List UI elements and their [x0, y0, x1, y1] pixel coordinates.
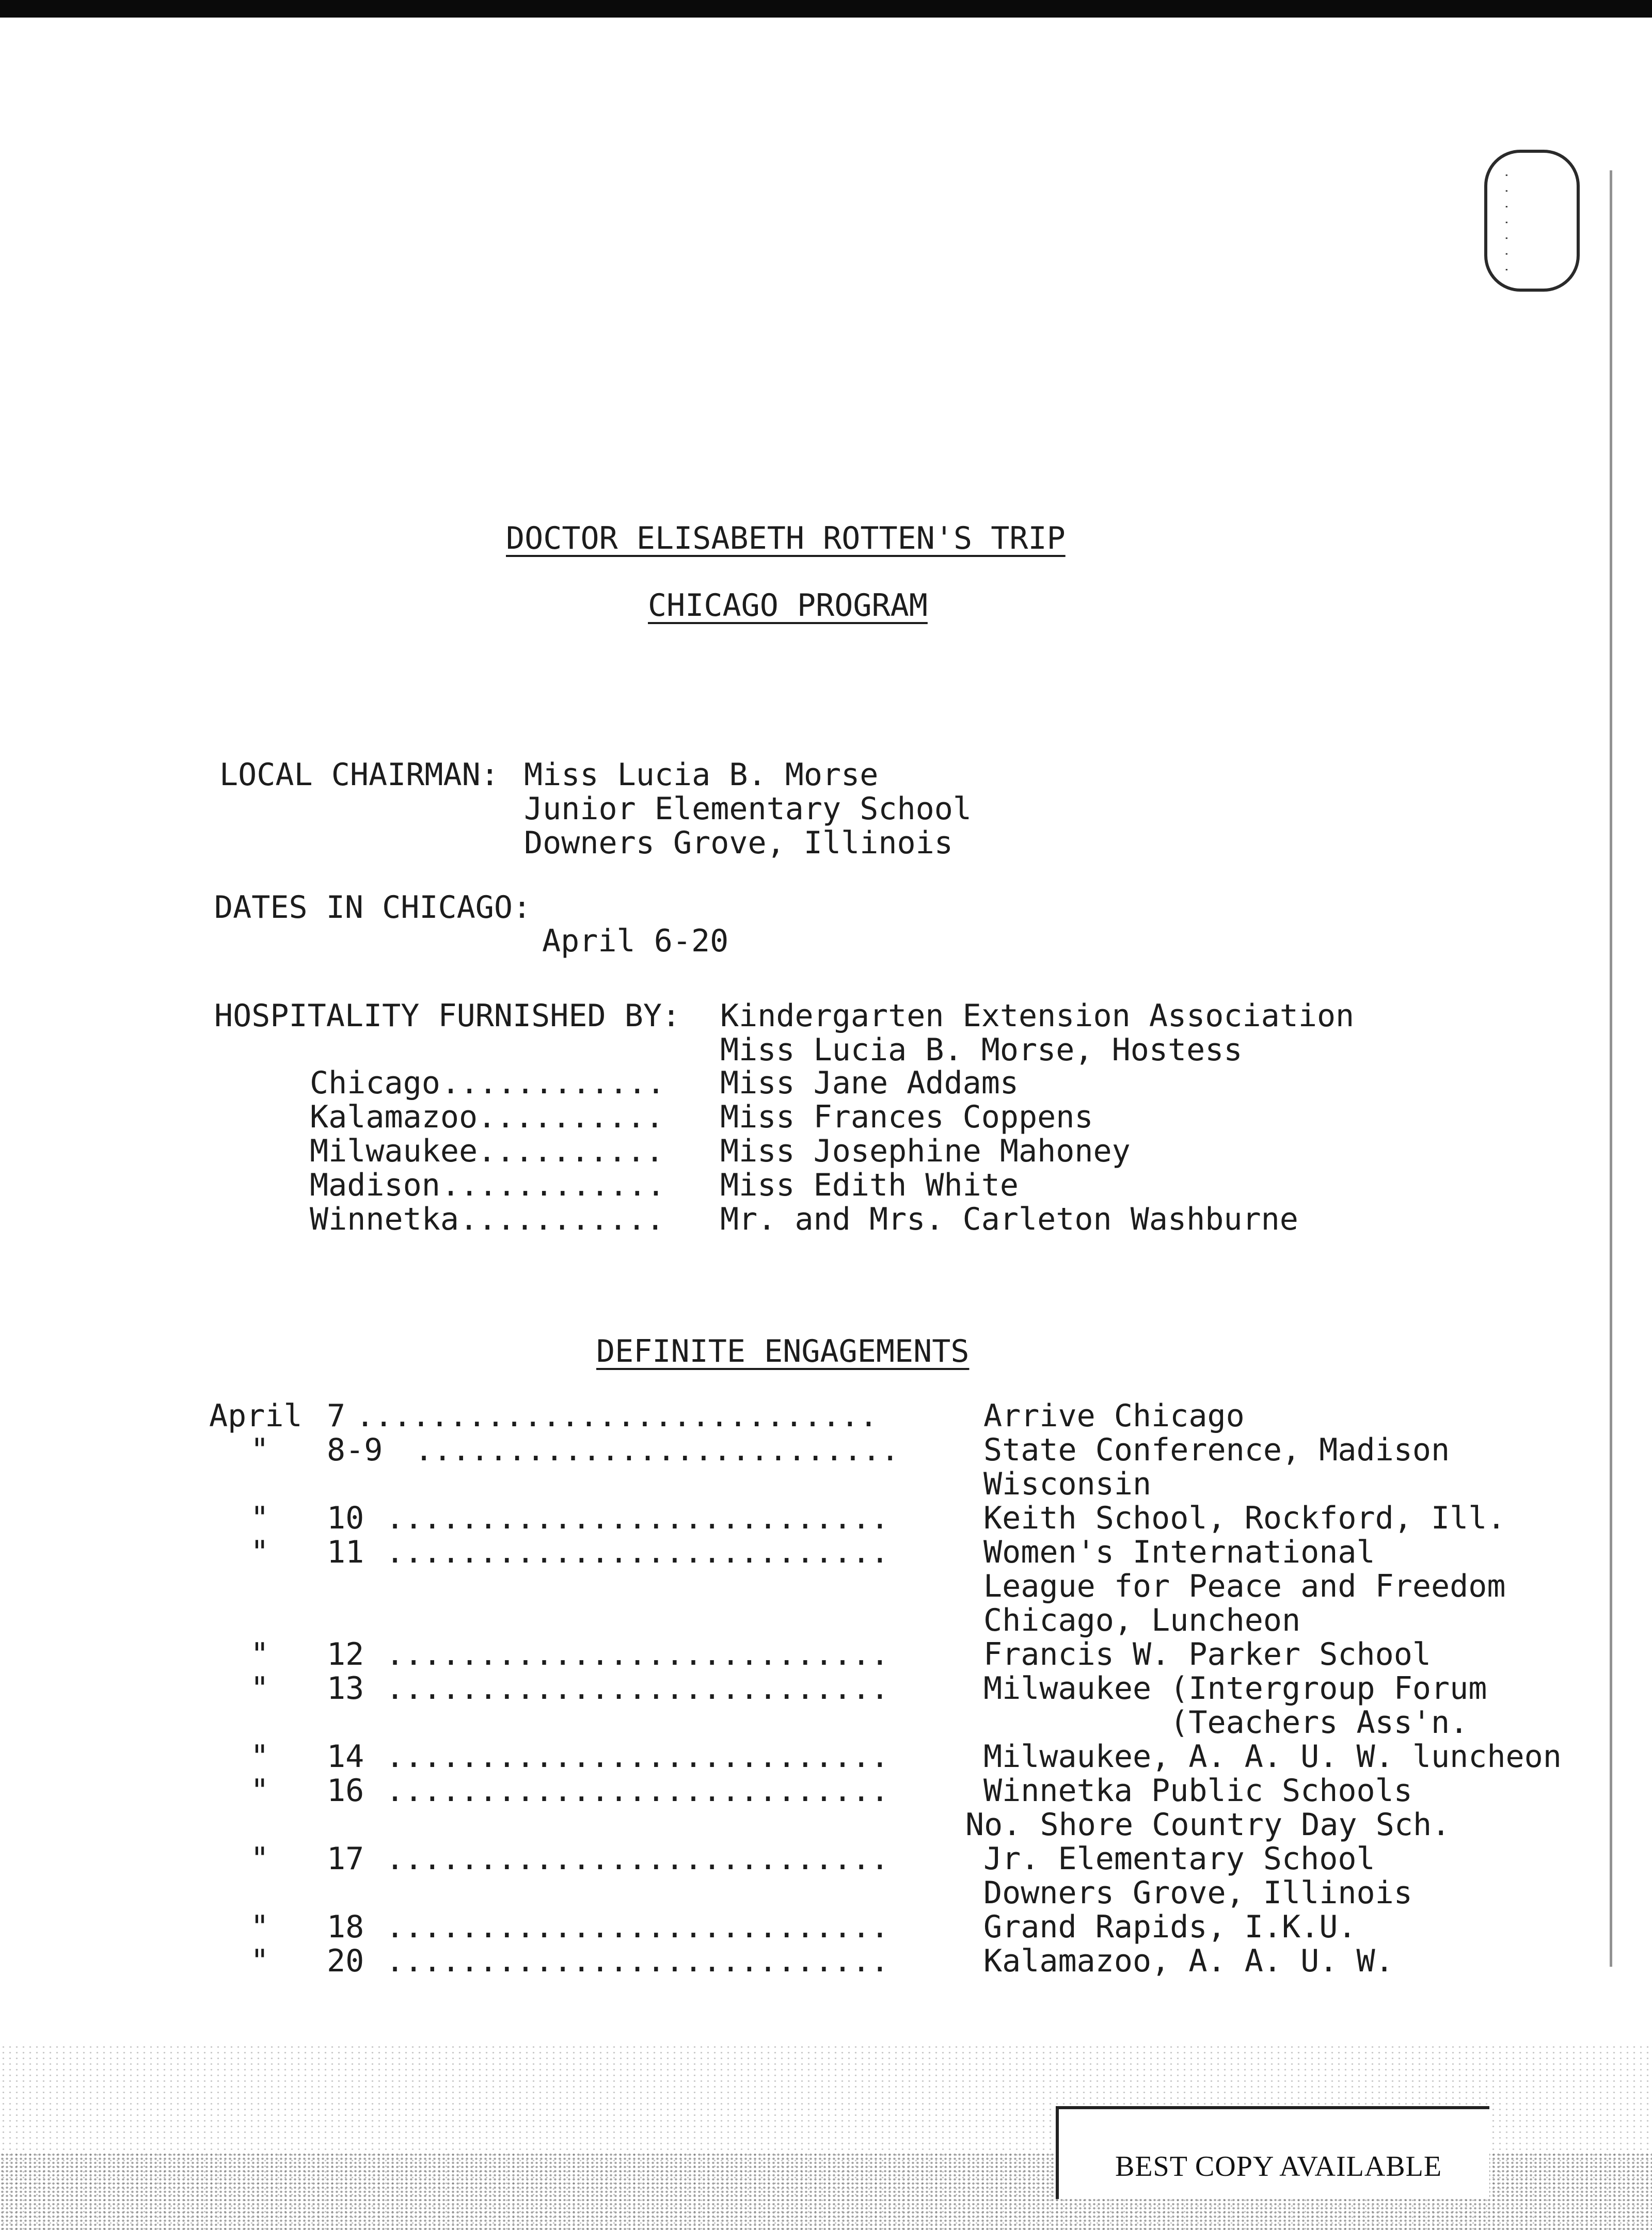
engagement-event: (Teachers Ass'n.	[983, 1705, 1469, 1741]
engagement-day: 17	[327, 1841, 364, 1877]
engagement-event: No. Shore Country Day Sch.	[965, 1807, 1451, 1843]
engagement-event: Keith School, Rockford, Ill.	[983, 1500, 1506, 1536]
engagement-day: 12	[327, 1636, 364, 1672]
engagement-row	[209, 1535, 1603, 1569]
engagement-day: 11	[327, 1534, 364, 1570]
document-title: DOCTOR ELISABETH ROTTEN'S TRIP	[506, 520, 1066, 556]
engagement-day: 10	[327, 1500, 364, 1536]
engagement-leader-dots: ...........................	[386, 1670, 889, 1707]
engagement-row	[209, 1637, 1603, 1671]
engagement-event: Grand Rapids, I.K.U.	[983, 1909, 1357, 1945]
hospitality-line: Miss Lucia B. Morse, Hostess	[720, 1032, 1243, 1068]
document-subtitle: CHICAGO PROGRAM	[648, 587, 928, 624]
hospitality-entry	[310, 1100, 1549, 1134]
engagement-day: 7	[327, 1398, 346, 1434]
engagement-event: Women's International	[983, 1534, 1375, 1570]
engagement-event: Kalamazoo, A. A. U. W.	[983, 1943, 1394, 1979]
hospitality-entry	[310, 1202, 1549, 1236]
engagement-event: Chicago, Luncheon	[983, 1602, 1301, 1638]
engagement-month: "	[250, 1636, 269, 1672]
engagement-row	[209, 1671, 1603, 1706]
engagement-leader-dots: ............................	[356, 1398, 878, 1434]
hospitality-leader-dots: ..........	[478, 1133, 664, 1169]
engagement-event: State Conference, Madison	[983, 1432, 1450, 1468]
engagement-month: "	[250, 1534, 269, 1570]
engagement-day: 16	[327, 1773, 364, 1809]
engagement-row	[209, 1501, 1603, 1535]
engagement-leader-dots: ..........................	[415, 1432, 900, 1468]
scan-top-border	[0, 0, 1652, 18]
scan-right-edge	[1610, 170, 1612, 1967]
engagement-month: "	[250, 1909, 269, 1945]
hospitality-entry	[310, 1066, 1549, 1100]
hospitality-host: Miss Edith White	[720, 1167, 1019, 1203]
engagement-event: Milwaukee, A. A. U. W. luncheon	[983, 1739, 1562, 1775]
engagements-list	[209, 1399, 1603, 1978]
engagement-event: League for Peace and Freedom	[983, 1568, 1506, 1604]
hospitality-city: Chicago	[310, 1065, 440, 1101]
hospitality-leader-dots: ..........	[478, 1099, 664, 1135]
engagement-leader-dots: ...........................	[386, 1943, 889, 1979]
engagement-event: Milwaukee (Intergroup Forum	[983, 1670, 1487, 1707]
dates-label: DATES IN CHICAGO:	[214, 889, 532, 926]
engagement-month: "	[250, 1773, 269, 1809]
engagement-month: "	[250, 1670, 269, 1707]
engagement-day: 8-9	[327, 1432, 383, 1468]
engagement-row	[209, 1808, 1603, 1842]
hospitality-city: Winnetka	[310, 1201, 459, 1237]
hospitality-city: Kalamazoo	[310, 1099, 478, 1135]
engagement-day: 14	[327, 1739, 364, 1775]
engagement-day: 20	[327, 1943, 364, 1979]
engagement-month: "	[250, 1739, 269, 1775]
hospitality-entry	[310, 1134, 1549, 1168]
engagement-row	[209, 1774, 1603, 1808]
hospitality-leader-dots: ............	[441, 1167, 665, 1203]
hospitality-city: Milwaukee	[310, 1133, 478, 1169]
local-chairman-line: Miss Lucia B. Morse	[524, 757, 879, 793]
hospitality-entry	[310, 1168, 1549, 1202]
hospitality-host: Miss Frances Coppens	[720, 1099, 1093, 1135]
engagement-leader-dots: ...........................	[386, 1534, 889, 1570]
engagement-event: Arrive Chicago	[983, 1398, 1245, 1434]
local-chairman-line: Downers Grove, Illinois	[524, 825, 953, 861]
engagement-row	[209, 1944, 1603, 1978]
hospitality-host: Mr. and Mrs. Carleton Washburne	[720, 1201, 1298, 1237]
engagement-event: Francis W. Parker School	[983, 1636, 1431, 1672]
hospitality-leader-dots: ...........	[459, 1201, 665, 1237]
engagement-row	[209, 1740, 1603, 1774]
engagement-month: "	[250, 1432, 269, 1468]
hospitality-line: Kindergarten Extension Association	[720, 998, 1355, 1034]
dates-value: April 6-20	[542, 923, 729, 959]
engagement-row	[209, 1603, 1603, 1637]
engagement-event: Winnetka Public Schools	[983, 1773, 1412, 1809]
engagement-row	[209, 1842, 1603, 1876]
engagement-month: "	[250, 1841, 269, 1877]
hospitality-leader-dots: ............	[441, 1065, 665, 1101]
engagement-row	[209, 1876, 1603, 1910]
local-chairman-label: LOCAL CHAIRMAN:	[219, 757, 499, 793]
engagement-leader-dots: ...........................	[386, 1773, 889, 1809]
engagement-row	[209, 1569, 1603, 1603]
engagement-event: Downers Grove, Illinois	[983, 1875, 1412, 1911]
engagement-leader-dots: ...........................	[386, 1909, 889, 1945]
seal-stamp-lettering: · · · · · · ·	[1501, 170, 1514, 274]
engagement-row	[209, 1910, 1603, 1944]
engagements-heading: DEFINITE ENGAGEMENTS	[596, 1333, 970, 1369]
engagement-leader-dots: ...........................	[386, 1636, 889, 1672]
engagement-leader-dots: ...........................	[386, 1841, 889, 1877]
hospitality-list	[310, 1066, 1549, 1236]
engagement-day: 18	[327, 1909, 364, 1945]
hospitality-city: Madison	[310, 1167, 440, 1203]
engagement-month: "	[250, 1943, 269, 1979]
engagement-month: "	[250, 1500, 269, 1536]
engagement-row	[209, 1433, 1603, 1467]
engagement-leader-dots: ...........................	[386, 1500, 889, 1536]
engagement-event: Wisconsin	[983, 1466, 1152, 1502]
hospitality-host: Miss Josephine Mahoney	[720, 1133, 1131, 1169]
local-chairman-line: Junior Elementary School	[524, 791, 972, 827]
hospitality-host: Miss Jane Addams	[720, 1065, 1019, 1101]
engagement-leader-dots: ...........................	[386, 1739, 889, 1775]
best-copy-stamp-text: BEST COPY AVAILABLE	[1115, 2151, 1442, 2183]
hospitality-label: HOSPITALITY FURNISHED BY:	[214, 998, 681, 1034]
engagement-event: Jr. Elementary School	[983, 1841, 1375, 1877]
engagement-day: 13	[327, 1670, 364, 1707]
engagement-month: April	[209, 1398, 303, 1434]
engagement-row	[209, 1467, 1603, 1501]
engagement-row	[209, 1399, 1603, 1433]
engagement-row	[209, 1706, 1603, 1740]
